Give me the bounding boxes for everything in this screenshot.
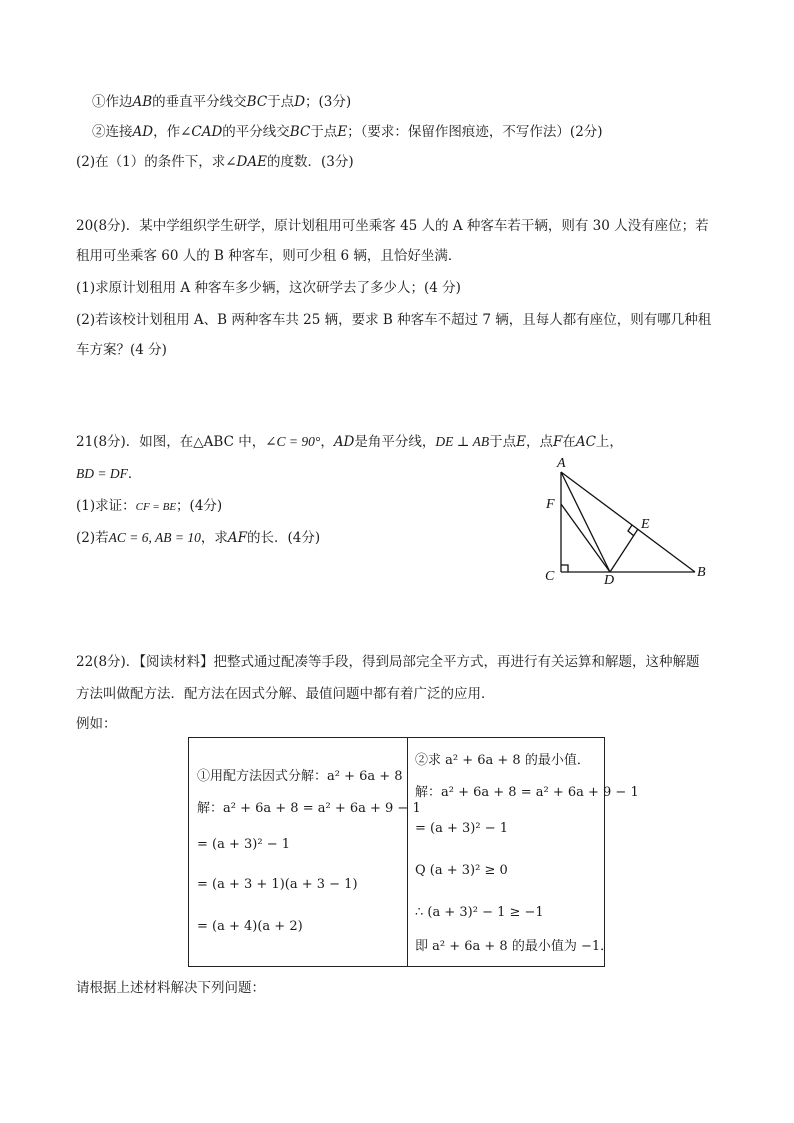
q21-part1: (1)求证：CF = BE；(4分) bbox=[76, 498, 223, 514]
q20-line2: 租用可坐乘客 60 人的 B 种客车，则可少租 6 辆，且恰好坐满． bbox=[76, 248, 462, 264]
q22-line1: 22(8分)．【阅读材料】把整式通过配凑等手段，得到局部完全平方式，再进行有关运算和解题，这种解题 bbox=[76, 654, 700, 670]
left-line: ①用配方法因式分解：a² + 6a + 8 bbox=[197, 769, 403, 784]
right-line: 解：a² + 6a + 8 = a² + 6a + 9 − 1 bbox=[415, 785, 639, 800]
q20-line1: 20(8分)．某中学组织学生研学，原计划租用可坐乘客 45 人的 A 种客车若干辆，则有 30 人没有座位；若 bbox=[76, 218, 709, 234]
right-line: ∴ (a + 3)² − 1 ≥ −1 bbox=[415, 905, 544, 920]
left-line: = (a + 4)(a + 2) bbox=[197, 919, 303, 934]
q19-step2: ②连接AD，作∠CAD的平分线交BC于点E；（要求：保留作图痕迹，不写作法）(2分) bbox=[92, 124, 603, 140]
label-d: D bbox=[604, 573, 615, 587]
q22-example-label: 例如： bbox=[76, 716, 117, 732]
right-line: ②求 a² + 6a + 8 的最小值． bbox=[415, 753, 590, 768]
right-angle-mark-c bbox=[561, 565, 568, 572]
table-divider bbox=[407, 738, 408, 966]
right-angle-mark-e bbox=[628, 525, 634, 536]
q20-part1: (1)求原计划租用 A 种客车多少辆，这次研学去了多少人；(4 分) bbox=[76, 280, 461, 296]
q20-part2b: 车方案？(4 分) bbox=[76, 342, 167, 358]
q19-part2: (2)在（1）的条件下，求∠DAE的度数．(3分) bbox=[76, 154, 354, 170]
label-f: F bbox=[546, 497, 555, 512]
q22-line2: 方法叫做配方法．配方法在因式分解、最值问题中都有着广泛的应用． bbox=[76, 686, 495, 702]
q21-line1: 21(8分)．如图，在△ABC 中，∠C = 90°，AD是角平分线，DE ⊥ AB于点E，点F在AC上， bbox=[76, 434, 623, 450]
q20-part2a: (2)若该校计划租用 A、B 两种客车共 25 辆，要求 B 种客车不超过 7 辆，且每人都有座位，则有哪几种租 bbox=[76, 312, 712, 328]
segment-ad bbox=[561, 472, 610, 572]
side-ab bbox=[561, 472, 695, 572]
triangle-figure bbox=[535, 452, 715, 587]
left-line: = (a + 3 + 1)(a + 3 − 1) bbox=[197, 877, 358, 892]
left-line: = (a + 3)² − 1 bbox=[197, 837, 290, 852]
q22-closing: 请根据上述材料解决下列问题： bbox=[76, 980, 265, 996]
right-line: Q (a + 3)² ≥ 0 bbox=[415, 863, 508, 878]
segment-fd bbox=[561, 504, 610, 572]
right-line: 即 a² + 6a + 8 的最小值为 −1． bbox=[415, 939, 614, 954]
label-c: C bbox=[545, 569, 555, 584]
right-line: = (a + 3)² − 1 bbox=[415, 821, 508, 836]
q21-part2: (2)若AC = 6, AB = 10，求AF的长．(4分) bbox=[76, 530, 321, 546]
label-b: B bbox=[697, 565, 706, 580]
left-line: 解：a² + 6a + 8 = a² + 6a + 9 − 1 bbox=[197, 801, 421, 816]
example-table bbox=[188, 737, 639, 967]
q21-line2: BD = DF． bbox=[76, 466, 142, 482]
q19-step1: ①作边AB的垂直平分线交BC于点D；(3分) bbox=[92, 94, 352, 110]
label-e: E bbox=[641, 517, 650, 532]
label-a: A bbox=[557, 456, 566, 471]
